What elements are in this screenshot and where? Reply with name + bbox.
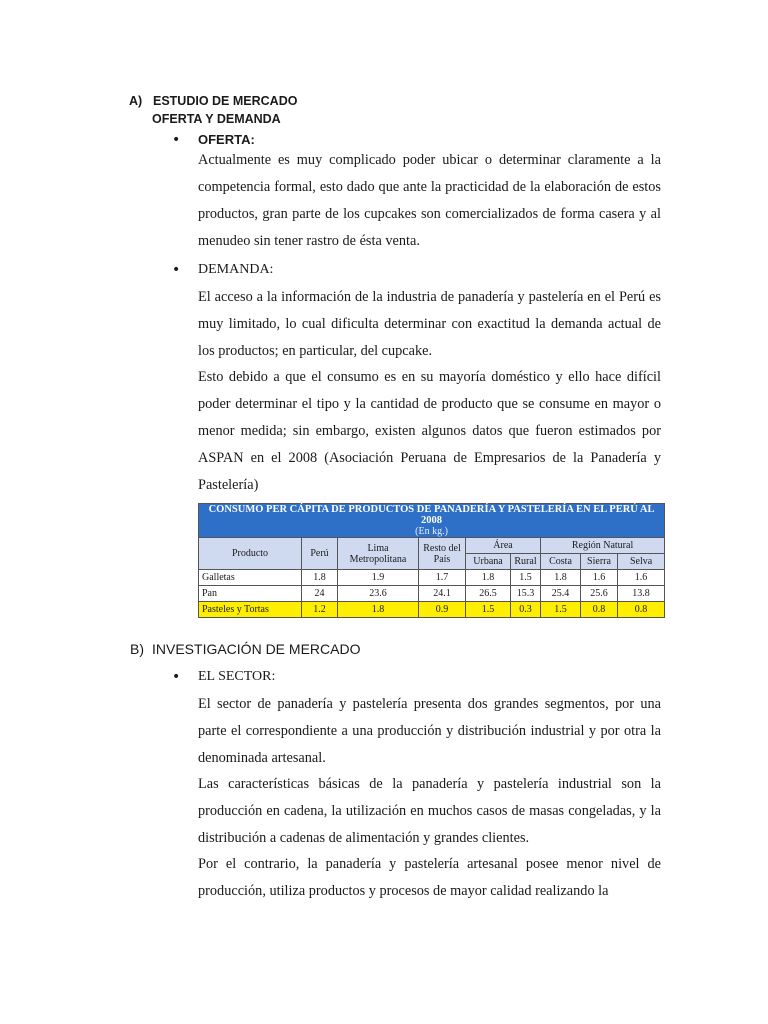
header-lima: Lima Metropolitana bbox=[338, 538, 419, 570]
demanda-paragraph-2: Esto debido a que el consumo es en su mayoría doméstico y ello hace difícil poder determinar el tipo y la cantidad de producto que se consume en mayor o menor medida; sin embargo, existen algunos datos que fueron estimados por ASPAN en el 2008 (Asociación Peruana de Empresarios de la Panadería y Pastelería) bbox=[198, 369, 661, 493]
demanda-heading: DEMANDA: bbox=[198, 262, 274, 277]
cell-value: 1.9 bbox=[338, 570, 419, 586]
header-costa: Costa bbox=[541, 554, 581, 570]
header-urbana: Urbana bbox=[466, 554, 511, 570]
cell-value: 24.1 bbox=[419, 586, 466, 602]
section-b-title: INVESTIGACIÓN DE MERCADO bbox=[152, 641, 361, 657]
bullet-icon: • bbox=[172, 262, 181, 278]
cell-value: 1.8 bbox=[541, 570, 581, 586]
header-selva: Selva bbox=[618, 554, 665, 570]
cell-value: 1.8 bbox=[302, 570, 338, 586]
cell-value: 0.8 bbox=[618, 602, 665, 618]
cell-value: 1.8 bbox=[338, 602, 419, 618]
demanda-paragraph-1: El acceso a la información de la industria de panadería y pastelería en el Perú es muy limitado, lo cual dificulta determinar con exactitud la demanda actual de los productos; en particular, del cupcake. bbox=[198, 289, 661, 359]
cell-value: 1.2 bbox=[302, 602, 338, 618]
cell-value: 1.6 bbox=[618, 570, 665, 586]
header-producto: Producto bbox=[199, 538, 302, 570]
section-b-heading bbox=[130, 641, 360, 657]
sector-paragraph-1: El sector de panadería y pastelería presenta dos grandes segmentos, por una parte el correspondiente a una producción y distribución industrial y por otra la denominada artesanal. bbox=[198, 696, 661, 766]
sector-paragraph-3: Por el contrario, la panadería y pastelería artesanal posee menor nivel de producción, utiliza productos y procesos de mayor calidad realizando la bbox=[198, 856, 661, 899]
cell-value: 25.6 bbox=[581, 586, 618, 602]
sector-heading: EL SECTOR: bbox=[198, 669, 276, 684]
cell-value: 1.5 bbox=[511, 570, 541, 586]
header-peru: Perú bbox=[302, 538, 338, 570]
cell-value: 0.9 bbox=[419, 602, 466, 618]
oferta-heading: OFERTA: bbox=[198, 132, 255, 147]
section-a-letter: A) bbox=[129, 94, 143, 108]
consumption-table bbox=[198, 503, 664, 618]
cell-value: 1.5 bbox=[466, 602, 511, 618]
cell-producto: Galletas bbox=[199, 570, 302, 586]
header-region: Región Natural bbox=[541, 538, 665, 554]
section-a-heading bbox=[129, 94, 297, 108]
cell-value: 0.3 bbox=[511, 602, 541, 618]
table-row bbox=[199, 570, 665, 586]
cell-value: 1.6 bbox=[581, 570, 618, 586]
cell-producto: Pan bbox=[199, 586, 302, 602]
header-area: Área bbox=[466, 538, 541, 554]
oferta-paragraph: Actualmente es muy complicado poder ubicar o determinar claramente a la competencia formal, esto dado que ante la practicidad de la elaboración de estos productos, gran parte de los cupcakes son comercializados de forma casera y al menudeo sin tener rastro de ésta venta. bbox=[198, 152, 661, 249]
table-unit: (En kg.) bbox=[415, 526, 448, 537]
sector-paragraph-2: Las características básicas de la panadería y pastelería industrial son la producción en cadena, la utilización en muchos casos de masas congeladas, y la distribución a cadenas de alimentación y grandes clientes. bbox=[198, 776, 661, 846]
header-resto: Resto del País bbox=[419, 538, 466, 570]
cell-value: 23.6 bbox=[338, 586, 419, 602]
bullet-icon: • bbox=[172, 132, 181, 148]
cell-value: 13.8 bbox=[618, 586, 665, 602]
cell-value: 1.8 bbox=[466, 570, 511, 586]
table-title bbox=[199, 504, 665, 538]
section-b-letter: B) bbox=[130, 641, 144, 657]
cell-value: 25.4 bbox=[541, 586, 581, 602]
cell-producto: Pasteles y Tortas bbox=[199, 602, 302, 618]
header-rural: Rural bbox=[511, 554, 541, 570]
cell-value: 0.8 bbox=[581, 602, 618, 618]
cell-value: 1.7 bbox=[419, 570, 466, 586]
section-a-title: ESTUDIO DE MERCADO bbox=[153, 94, 298, 108]
table-title-text: CONSUMO PER CÁPITA DE PRODUCTOS DE PANADERÍA Y PASTELERÍA EN EL PERÚ AL 2008 bbox=[208, 504, 655, 526]
cell-value: 26.5 bbox=[466, 586, 511, 602]
cell-value: 1.5 bbox=[541, 602, 581, 618]
header-sierra: Sierra bbox=[581, 554, 618, 570]
table-row-highlighted bbox=[199, 602, 665, 618]
bullet-icon: • bbox=[172, 669, 181, 685]
table-row bbox=[199, 586, 665, 602]
cell-value: 24 bbox=[302, 586, 338, 602]
cell-value: 15.3 bbox=[511, 586, 541, 602]
section-a-subtitle: OFERTA Y DEMANDA bbox=[152, 112, 281, 126]
